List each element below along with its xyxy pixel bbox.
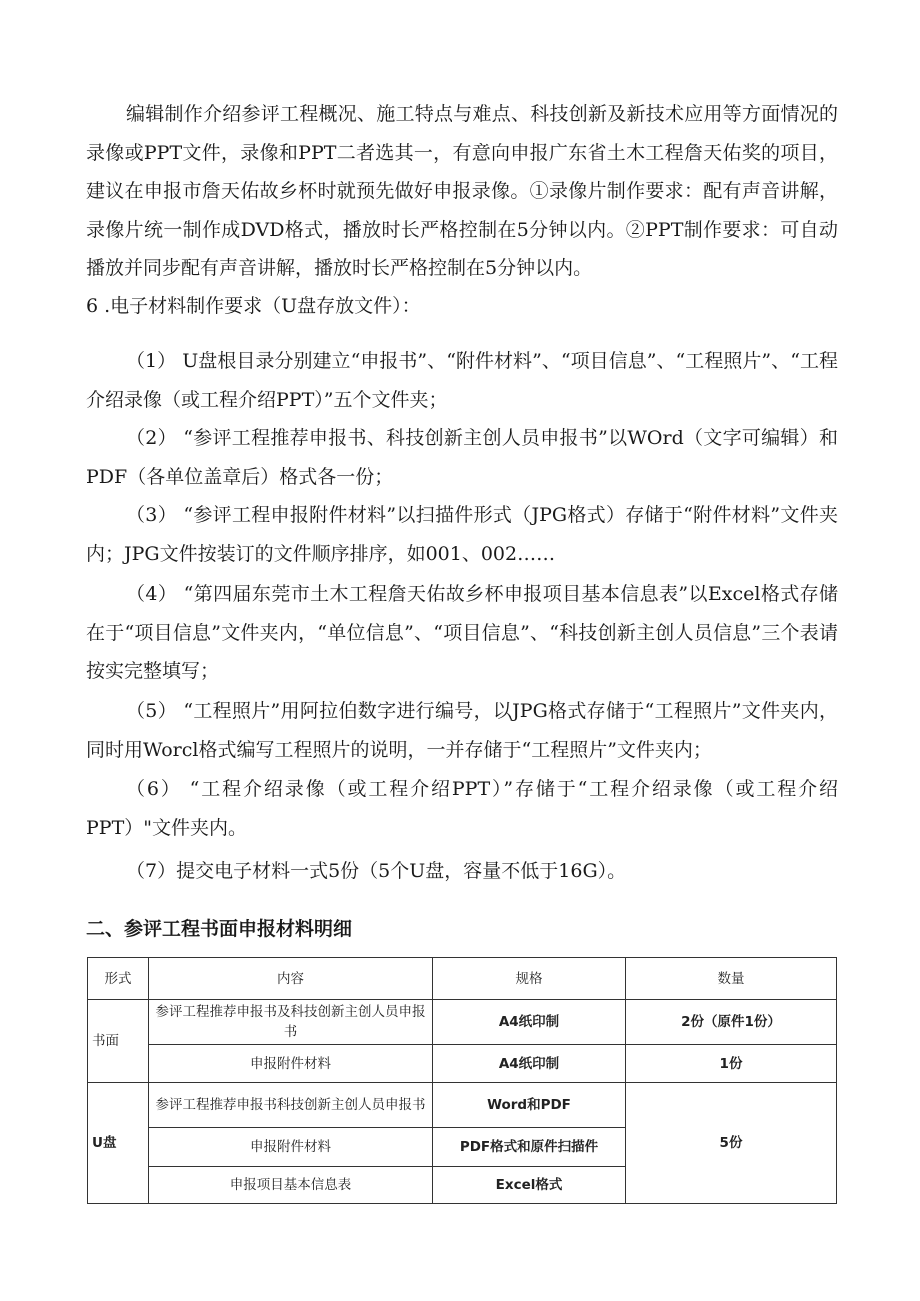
header-spec: 规格 [433, 958, 626, 1000]
cell-content: 参评工程推荐申报书科技创新主创人员申报书 [149, 1083, 433, 1128]
header-content: 内容 [149, 958, 433, 1000]
cell-content: 参评工程推荐申报书及科技创新主创人员申报书 [149, 1000, 433, 1045]
cell-spec: A4纸印制 [433, 1045, 626, 1083]
requirement-item-5: （5） “工程照片”用阿拉伯数字进行编号，以JPG格式存储于“工程照片”文件夹内，同时用Worcl格式编写工程照片的说明，一并存储于“工程照片”文件夹内； [86, 700, 838, 761]
table-row [88, 1000, 837, 1045]
cell-content: 申报附件材料 [149, 1045, 433, 1083]
table-header-row [88, 958, 837, 1000]
section-title: 二、参评工程书面申报材料明细 [86, 918, 353, 940]
requirement-item-7: （7）提交电子材料一式5份（5个U盘，容量不低于16G）。 [126, 860, 627, 882]
cell-spec: PDF格式和原件扫描件 [433, 1128, 626, 1167]
requirement-item-6: （6） “工程介绍录像（或工程介绍PPT）”存储于“工程介绍录像（或工程介绍PPT）"文件夹内。 [86, 778, 838, 839]
group-label-paper: 书面 [88, 1000, 149, 1083]
group-label-usb: U盘 [88, 1083, 149, 1204]
materials-table [87, 957, 837, 1204]
requirement-item-2: （2） “参评工程推荐申报书、科技创新主创人员申报书”以WOrd（文字可编辑）和PDF（各单位盖章后）格式各一份； [86, 427, 838, 488]
table-row [88, 1083, 837, 1128]
header-form: 形式 [88, 958, 149, 1000]
intro-paragraph: 编辑制作介绍参评工程概况、施工特点与难点、科技创新及新技术应用等方面情况的录像或PPT文件，录像和PPT二者选其一，有意向申报广东省土木工程詹天佑奖的项目，建议在申报市詹天佑故乡杯时就预先做好申报录像。①录像片制作要求：配有声音讲解，录像片统一制作成DVD格式，播放时长严格控制在5分钟以内。②PPT制作要求：可自动播放并同步配有声音讲解，播放时长严格控制在5分钟以内。 [86, 103, 838, 279]
requirement-item-1: （1） U盘根目录分别建立“申报书”、“附件材料”、“项目信息”、“工程照片”、“工程介绍录像（或工程介绍PPT）”五个文件夹； [86, 350, 838, 411]
cell-quantity: 5份 [626, 1083, 837, 1204]
electronic-requirements-heading: 6 .电子材料制作要求（U盘存放文件）： [86, 295, 421, 317]
cell-content: 申报项目基本信息表 [149, 1167, 433, 1204]
requirement-item-3: （3） “参评工程申报附件材料”以扫描件形式（JPG格式）存储于“附件材料”文件夹内；JPG文件按装订的文件顺序排序，如001、002…… [86, 504, 838, 565]
table-row [88, 1045, 837, 1083]
cell-content: 申报附件材料 [149, 1128, 433, 1167]
cell-spec: A4纸印制 [433, 1000, 626, 1045]
requirement-item-4: （4） “第四届东莞市土木工程詹天佑故乡杯申报项目基本信息表”以Excel格式存储在于“项目信息”文件夹内，“单位信息”、“项目信息”、“科技创新主创人员信息”三个表请按实完整填写； [86, 583, 838, 682]
cell-spec: Word和PDF [433, 1083, 626, 1128]
header-quantity: 数量 [626, 958, 837, 1000]
cell-quantity: 1份 [626, 1045, 837, 1083]
cell-spec: Excel格式 [433, 1167, 626, 1204]
cell-quantity: 2份（原件1份） [626, 1000, 837, 1045]
